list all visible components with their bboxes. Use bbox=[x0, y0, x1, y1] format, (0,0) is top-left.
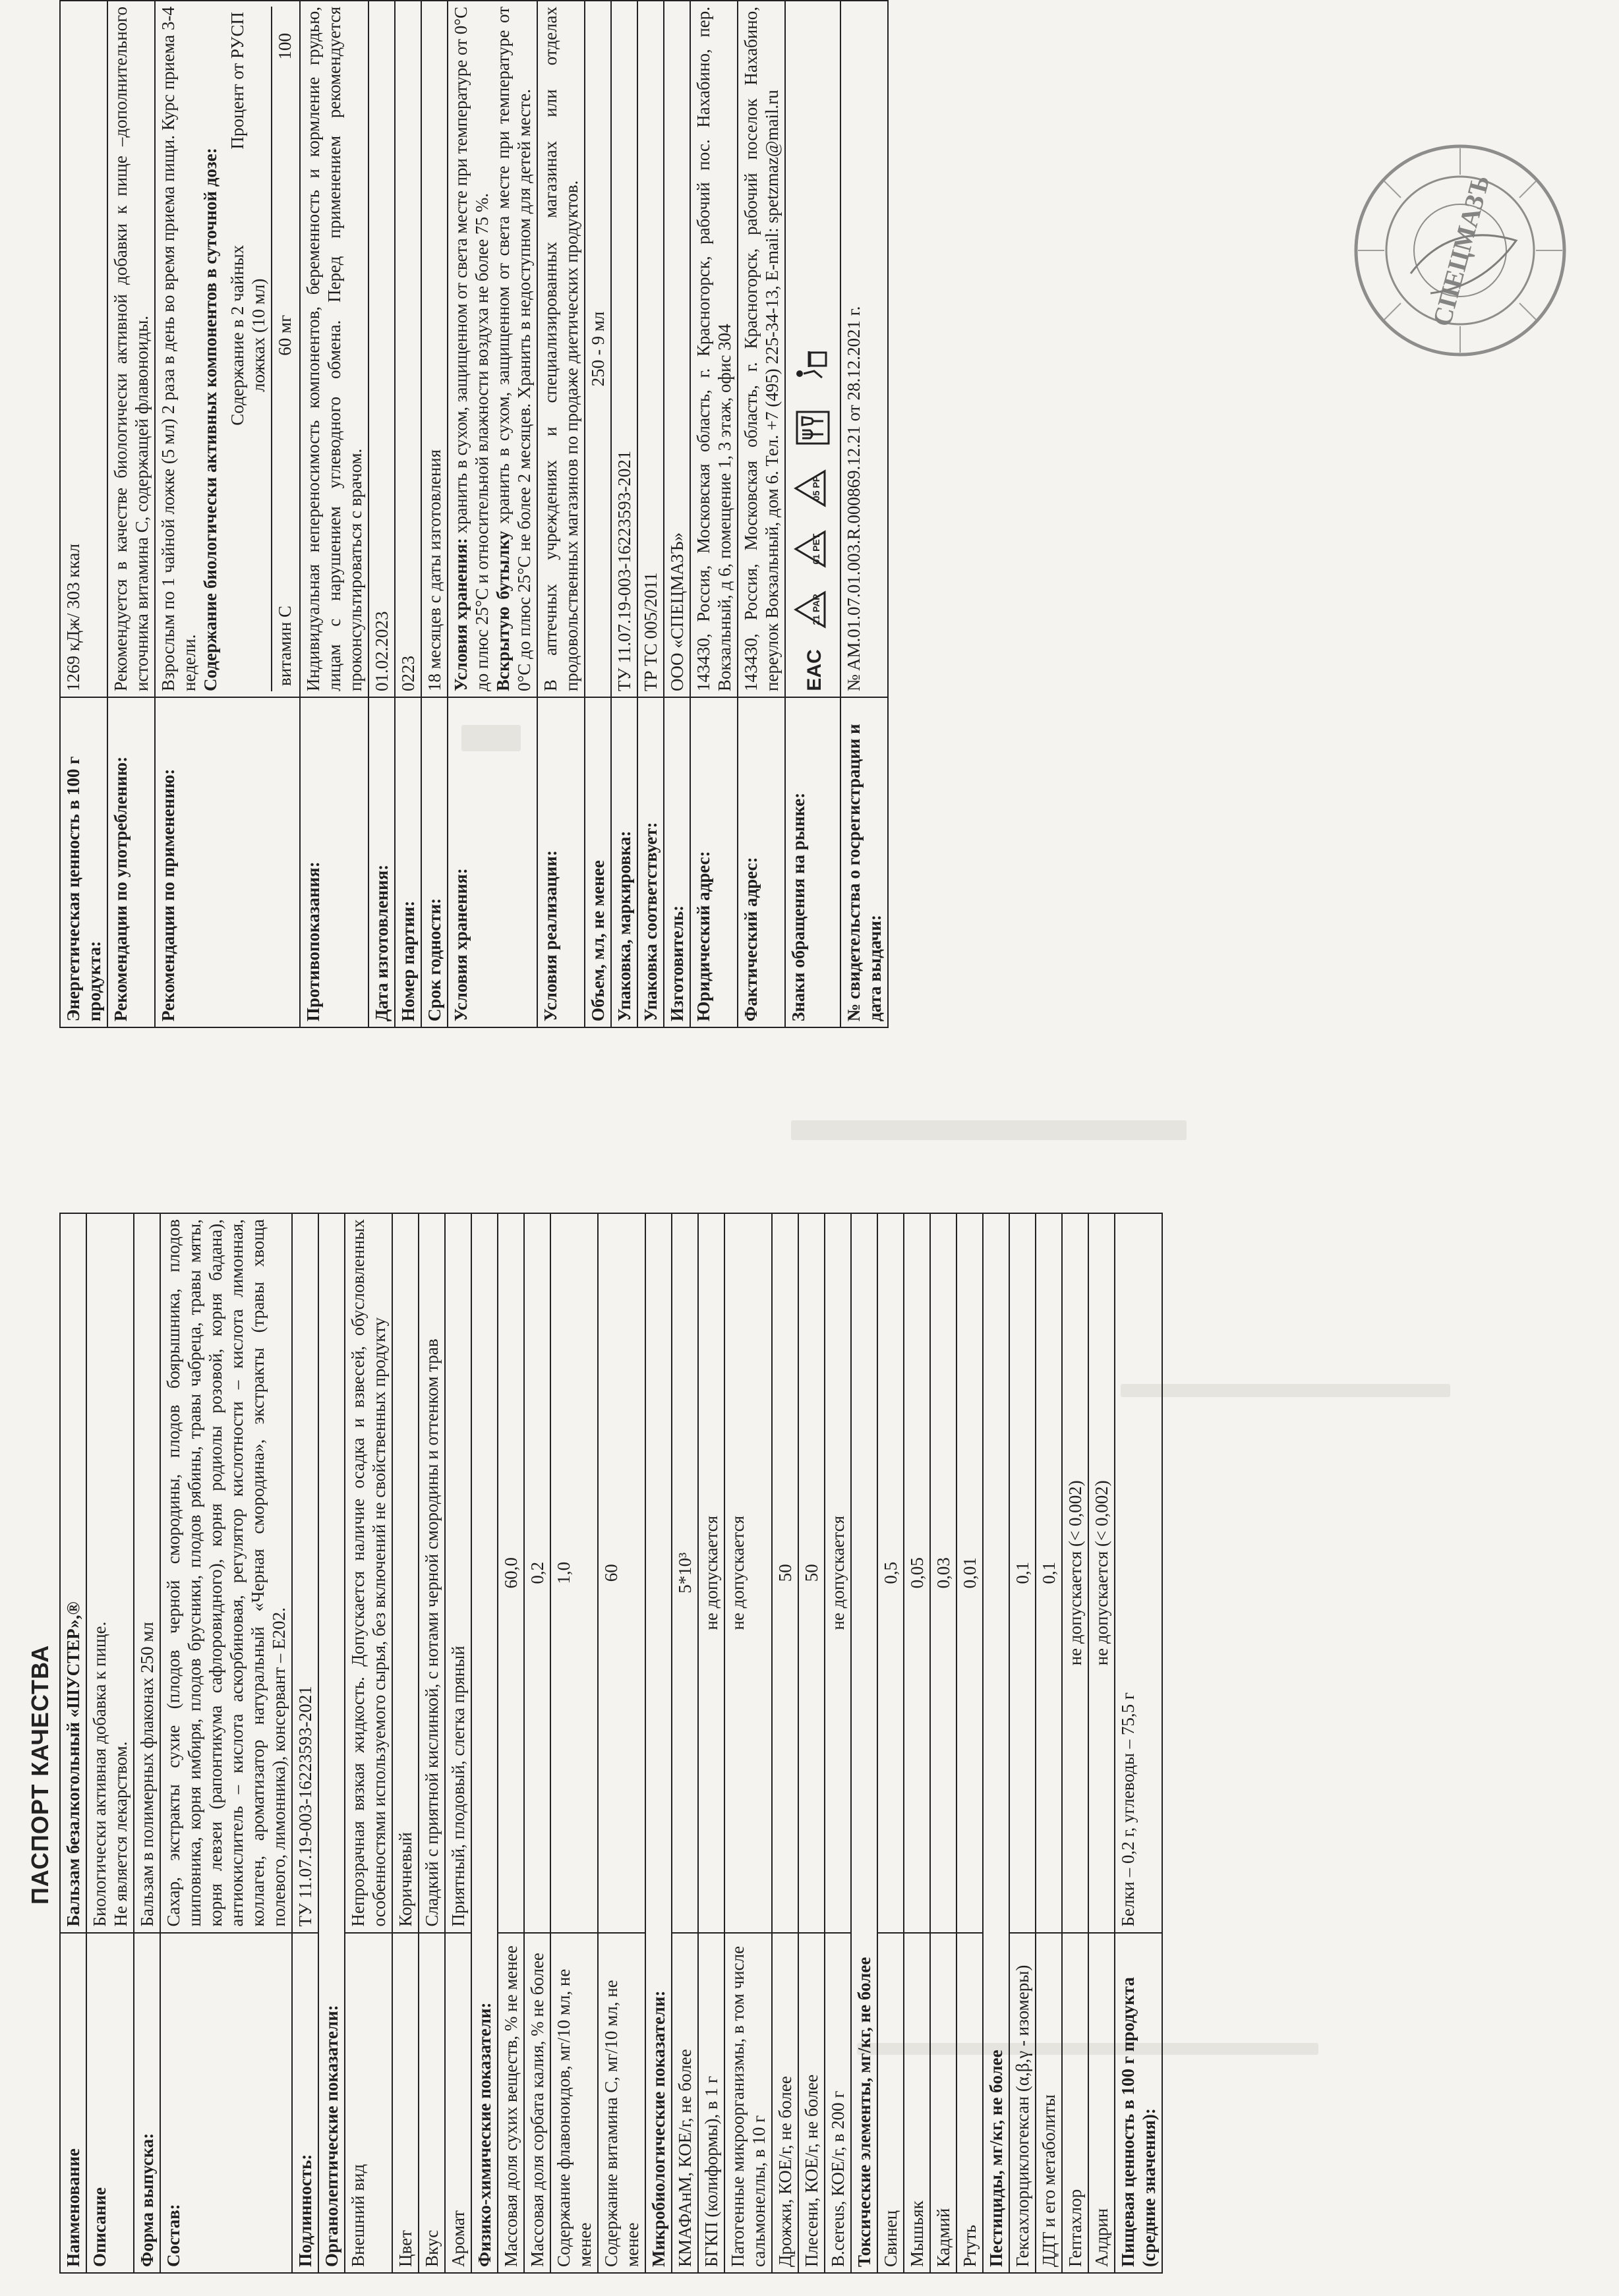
physchem-section-row-label: Массовая доля сухих веществ, % не менее bbox=[498, 1933, 524, 2273]
pesticides-section-row bbox=[1036, 1213, 1062, 2273]
sales-row bbox=[537, 1, 585, 1027]
passport-table bbox=[59, 1213, 1163, 2274]
organoleptic-section-row-value: Сладкий с приятной кислинкой, с нотами черной смородины и оттенком трав bbox=[419, 1213, 445, 1933]
physchem-section-row-value: 0,2 bbox=[524, 1213, 550, 1933]
volume-row bbox=[585, 1, 611, 1027]
passport-main-row-label: Наименование bbox=[60, 1933, 86, 2273]
manufacture-date-label: Дата изготовления: bbox=[368, 697, 395, 1027]
passport-main-row bbox=[86, 1213, 134, 2273]
energy-value: 1269 кДж/ 303 ккал bbox=[60, 1, 107, 697]
nutrition-row bbox=[1115, 1213, 1162, 2273]
volume-value: 250 - 9 мл bbox=[585, 1, 611, 697]
application-label: Рекомендации по применению: bbox=[155, 697, 300, 1027]
market-marks-row bbox=[785, 1, 840, 1027]
pesticides-section-row-value: не допускается (< 0,002) bbox=[1088, 1213, 1115, 1933]
physchem-section bbox=[471, 1213, 498, 2273]
recycle-pet-icon bbox=[792, 528, 834, 570]
nutrition-row-label: Пищевая ценность в 100 г продукта (средние значения): bbox=[1115, 1933, 1162, 2273]
pesticides-section-row-label: Алдрин bbox=[1088, 1933, 1115, 2273]
physchem-section-row-value: 60 bbox=[598, 1213, 645, 1933]
toxic-section-row-value: 0,5 bbox=[877, 1213, 904, 1933]
pesticides-section-row-value: 0,1 bbox=[1009, 1213, 1036, 1933]
storage-text1: хранить в сухом, защищенном от света месте при температуре от 0°С до плюс 25°С и относительной влажности воздуха не более 75 %. bbox=[451, 6, 492, 692]
manufacture-date-value: 01.02.2023 bbox=[368, 1, 395, 697]
shelf-life-row bbox=[421, 1, 448, 1027]
toxic-section-row-label: Мышьяк bbox=[904, 1933, 930, 2273]
physchem-section-row-label: Содержание флавоноидов, мг/10 мл, не менее bbox=[550, 1933, 598, 2273]
pesticides-section-row-label: ДДТ и его метаболиты bbox=[1036, 1933, 1062, 2273]
toxic-section-row bbox=[877, 1213, 904, 2273]
toxic-section-row bbox=[904, 1213, 930, 2273]
pesticides-section-row bbox=[1062, 1213, 1088, 2273]
toxic-section-row-value: 0,03 bbox=[930, 1213, 957, 1933]
organoleptic-section-row-label: Аромат bbox=[445, 1933, 471, 2273]
organoleptic-section-row bbox=[392, 1213, 419, 2273]
physchem-section-row bbox=[524, 1213, 550, 2273]
storage-row bbox=[448, 1, 537, 1027]
shelf-life-value: 18 месяцев с даты изготовления bbox=[421, 1, 448, 697]
batch-value: 0223 bbox=[395, 1, 421, 697]
micro-section-row bbox=[698, 1213, 724, 2273]
toxic-section-row-label: Кадмий bbox=[930, 1933, 957, 2273]
pesticides-section-row-label: Гексахлорциклогексан (α,β,γ - изомеры) bbox=[1009, 1933, 1036, 2273]
packaging-value: ТУ 11.07.19-003-16223593-2021 bbox=[611, 1, 637, 697]
physchem-section-row-label: Массовая доля сорбата калия, % не более bbox=[524, 1933, 550, 2273]
organoleptic-section-row bbox=[345, 1213, 392, 2273]
pesticides-section bbox=[983, 1213, 1009, 2273]
passport-main-row bbox=[160, 1213, 292, 2273]
batch-row bbox=[395, 1, 421, 1027]
passport-main-row bbox=[60, 1213, 86, 2273]
organoleptic-section-row-label: Цвет bbox=[392, 1933, 419, 2273]
dose-percent: 100 bbox=[275, 33, 295, 60]
product-info-table bbox=[59, 0, 889, 1028]
micro-section-title: Микробиологические показатели: bbox=[645, 1213, 672, 2273]
packaging-label: Упаковка, маркировка: bbox=[611, 697, 637, 1027]
organoleptic-section-row-value: Приятный, плодовый, слегка пряный bbox=[445, 1213, 471, 1933]
passport-main-row-label: Состав: bbox=[160, 1933, 292, 2273]
recycle-pp-icon bbox=[792, 467, 834, 509]
passport-main-row-label: Подлинность: bbox=[292, 1933, 318, 2273]
micro-section-row-label: Дрожжи, КОЕ/г, не более bbox=[772, 1933, 798, 2273]
physchem-section-row-label: Содержание витамина С, мг/10 мл, не менее bbox=[598, 1933, 645, 2273]
micro-section-row bbox=[672, 1213, 698, 2273]
sales-label: Условия реализации: bbox=[537, 697, 585, 1027]
toxic-section-row-value: 0,05 bbox=[904, 1213, 930, 1933]
physchem-section-row bbox=[550, 1213, 598, 2273]
conformity-row bbox=[637, 1, 664, 1027]
toxic-section-title: Токсические элементы, мг/кг, не более bbox=[851, 1213, 877, 2273]
quality-passport bbox=[26, 1213, 1365, 2274]
application-row bbox=[155, 1, 300, 1027]
pesticides-section-row bbox=[1088, 1213, 1115, 2273]
pesticides-section-row-label: Гептахлор bbox=[1062, 1933, 1088, 2273]
manufacturer-label: Изготовитель: bbox=[664, 697, 690, 1027]
passport-main-row-value: Сахар, экстракты сухие (плодов черной смородины, плодов боярышника, плодов шиповника, корня имбиря, плодов брусники, плодов рябины, травы чабреца, травы мяты, корня левзеи (рапонтикума сафлоровидного), корня родиолы розовой, корня бадана), антиокислитель – кислота аскорбиновая, регулятор кислотности – кислота лимонная, коллаген, ароматизатор натуральный «Черная смородина», экстракты (травы хвоща полевого, лимонника), консервант – Е202. bbox=[160, 1213, 292, 1933]
legal-address-value: 143430, Россия, Московская область, г. Красногорск, рабочий пос. Нахабино, пер. Вокзальный, д 6, помещение 1, 3 этаж, офис 304 bbox=[690, 1, 738, 697]
toxic-section-row-label: Свинец bbox=[877, 1933, 904, 2273]
packaging-row bbox=[611, 1, 637, 1027]
organoleptic-section-row-label: Вкус bbox=[419, 1933, 445, 2273]
dose-col-percent: Процент от РУСП bbox=[225, 7, 272, 212]
volume-label: Объем, мл, не менее bbox=[585, 697, 611, 1027]
svg-text:EAC: EAC bbox=[804, 649, 825, 691]
passport-main-row-label: Форма выпуска: bbox=[134, 1933, 160, 2273]
micro-section-row-value: не допускается bbox=[825, 1213, 851, 1933]
scan-noise bbox=[791, 1120, 1187, 1140]
energy-label: Энергетическая ценность в 100 г продукта: bbox=[60, 697, 107, 1027]
dose-amount: 60 мг bbox=[275, 314, 295, 356]
toxic-section-row-label: Ртуть bbox=[957, 1933, 983, 2273]
shelf-life-label: Срок годности: bbox=[421, 697, 448, 1027]
passport-main-row-label: Описание bbox=[86, 1933, 134, 2273]
storage-value bbox=[448, 1, 537, 697]
dose-header: Содержание биологически активных компонентов в суточной дозе: bbox=[200, 148, 220, 692]
organoleptic-section-row bbox=[445, 1213, 471, 2273]
conformity-value: ТР ТС 005/2011 bbox=[637, 1, 664, 697]
micro-section-row bbox=[724, 1213, 772, 2273]
application-value bbox=[155, 1, 300, 697]
company-stamp-icon bbox=[1351, 142, 1569, 359]
micro-section-row-value: не допускается bbox=[698, 1213, 724, 1933]
manufacturer-row bbox=[664, 1, 690, 1027]
usage-value: Рекомендуется в качестве биологически активной добавки к пище –дополнительного источника витамина С, содержащей флавоноиды. bbox=[107, 1, 155, 697]
micro-section-row-value: 5*10³ bbox=[672, 1213, 698, 1933]
usage-row bbox=[107, 1, 155, 1027]
storage-lead2: Вскрытую бутылку bbox=[493, 531, 513, 692]
toxic-section-row-value: 0,01 bbox=[957, 1213, 983, 1933]
organoleptic-section-row-value: Коричневый bbox=[392, 1213, 419, 1933]
product-info bbox=[59, 0, 1391, 1028]
toxic-section-row bbox=[930, 1213, 957, 2273]
legal-address-label: Юридический адрес: bbox=[690, 697, 738, 1027]
actual-address-label: Фактический адрес: bbox=[738, 697, 785, 1027]
legal-address-row bbox=[690, 1, 738, 1027]
actual-address-row bbox=[738, 1, 785, 1027]
conformity-label: Упаковка соответствует: bbox=[637, 697, 664, 1027]
passport-main-row-value: ТУ 11.07.19-003-16223593-2021 bbox=[292, 1213, 318, 1933]
organoleptic-section bbox=[318, 1213, 345, 2273]
micro-section-row-label: Патогенные микроорганизмы, в том числе сальмонеллы, в 10 г bbox=[724, 1933, 772, 2273]
micro-section-row bbox=[772, 1213, 798, 2273]
micro-section-row-label: Плесени, КОЕ/г, не более bbox=[798, 1933, 825, 2273]
dose-component: витамин С bbox=[275, 605, 295, 687]
micro-section bbox=[645, 1213, 672, 2273]
organoleptic-section-row bbox=[419, 1213, 445, 2273]
organoleptic-section-title: Органолептические показатели: bbox=[318, 1213, 345, 2273]
nutrition-row-value: Белки – 0,2 г, углеводы – 75,5 г bbox=[1115, 1213, 1162, 1933]
manufacture-date-row bbox=[368, 1, 395, 1027]
passport-main-row-value: Бальзам в полимерных флаконах 250 мл bbox=[134, 1213, 160, 1933]
dose-col-content: Содержание в 2 чайных ложках (10 мл) bbox=[225, 212, 272, 459]
physchem-section-row-value: 1,0 bbox=[550, 1213, 598, 1933]
micro-section-row-label: B.cereus, КОЕ/г, в 200 г bbox=[825, 1933, 851, 2273]
svg-text:01 PET: 01 PET bbox=[811, 533, 821, 565]
recycle-pap-icon bbox=[792, 588, 834, 631]
toxic-section bbox=[851, 1213, 877, 2273]
pesticides-section-row bbox=[1009, 1213, 1036, 2273]
storage-text2: хранить в сухом, защищенном от света месте при температуре от 0°С до плюс 25°С не более 2 месяцев. Хранить в недоступном для детей месте. bbox=[493, 7, 534, 692]
passport-main-row-value: Биологически активная добавка к пище. Не является лекарством. bbox=[86, 1213, 134, 1933]
svg-text:05 PP: 05 PP bbox=[811, 475, 821, 502]
pesticides-section-row-value: 0,1 bbox=[1036, 1213, 1062, 1933]
svg-text:СПЕЦМАЗЪ: СПЕЦМАЗЪ bbox=[1427, 171, 1496, 330]
passport-main-row bbox=[134, 1213, 160, 2273]
batch-label: Номер партии: bbox=[395, 697, 421, 1027]
actual-address-value: 143430, Россия, Московская область, г. Красногорск, рабочий поселок Нахабино, переулок Вокзальный, дом 6. Тел. +7 (495) 225-34-13, E-mail: spetzmaz@mail.ru bbox=[738, 1, 785, 697]
registration-value: № AM.01.07.01.003.R.000869.12.21 от 28.12.2021 г. bbox=[840, 1, 888, 697]
pesticides-section-row-value: не допускается (< 0,002) bbox=[1062, 1213, 1088, 1933]
passport-main-row bbox=[292, 1213, 318, 2273]
micro-section-row bbox=[798, 1213, 825, 2273]
market-marks-label: Знаки обращения на рынке: bbox=[785, 697, 840, 1027]
registration-row bbox=[840, 1, 888, 1027]
glass-fork-icon bbox=[792, 407, 834, 449]
manufacturer-value: ООО «СПЕЦМАЗЪ» bbox=[664, 1, 690, 697]
physchem-section-row-value: 60,0 bbox=[498, 1213, 524, 1933]
usage-label: Рекомендации по употреблению: bbox=[107, 697, 155, 1027]
market-marks-value bbox=[785, 1, 840, 697]
passport-title: ПАСПОРТ КАЧЕСТВА bbox=[26, 1644, 53, 1905]
sales-value: В аптечных учреждениях и специализированных магазинах или отделах продовольственных магазинов по продаже диетических продуктов. bbox=[537, 1, 585, 697]
physchem-section-title: Физико-химические показатели: bbox=[471, 1213, 498, 2273]
trash-bin-icon bbox=[792, 346, 834, 388]
micro-section-row-value: не допускается bbox=[724, 1213, 772, 1933]
contraindications-label: Противопоказания: bbox=[300, 697, 368, 1027]
storage-lead1: Условия хранения: bbox=[451, 538, 471, 692]
micro-section-row-value: 50 bbox=[772, 1213, 798, 1933]
micro-section-row-label: БГКП (колиформы), в 1 г bbox=[698, 1933, 724, 2273]
dose-table bbox=[225, 7, 297, 691]
organoleptic-section-row-value: Непрозрачная вязкая жидкость. Допускается наличие осадка и взвесей, обусловленных особенностями используемого сырья, без включений не свойственных продукту bbox=[345, 1213, 392, 1933]
micro-section-row-value: 50 bbox=[798, 1213, 825, 1933]
organoleptic-section-row-label: Внешний вид bbox=[345, 1933, 392, 2273]
registration-label: № свидетельства о госрегистрации и дата выдачи: bbox=[840, 697, 888, 1027]
micro-section-row-label: КМАФАнМ, КОЕ/г, не более bbox=[672, 1933, 698, 2273]
storage-label: Условия хранения: bbox=[448, 697, 537, 1027]
svg-text:21 PAP: 21 PAP bbox=[811, 594, 821, 625]
physchem-section-row bbox=[598, 1213, 645, 2273]
physchem-section-row bbox=[498, 1213, 524, 2273]
toxic-section-row bbox=[957, 1213, 983, 2273]
pesticides-section-title: Пестициды, мг/кг, не более bbox=[983, 1213, 1009, 2273]
passport-main-row-value: Бальзам безалкогольный «ШУСТЕР»,® bbox=[60, 1213, 86, 1933]
energy-row bbox=[60, 1, 107, 1027]
micro-section-row bbox=[825, 1213, 851, 2273]
contraindications-value: Индивидуальная непереносимость компонентов, беременность и кормление грудью, лицам с нарушением углеводного обмена. Перед применением рекомендуется проконсультироваться с врачом. bbox=[300, 1, 368, 697]
contraindications-row bbox=[300, 1, 368, 1027]
eac-mark-icon bbox=[792, 649, 834, 691]
application-text: Взрослым по 1 чайной ложке (5 мл) 2 раза в день во время приема пищи. Курс приема 3-4 недели. bbox=[158, 7, 199, 692]
